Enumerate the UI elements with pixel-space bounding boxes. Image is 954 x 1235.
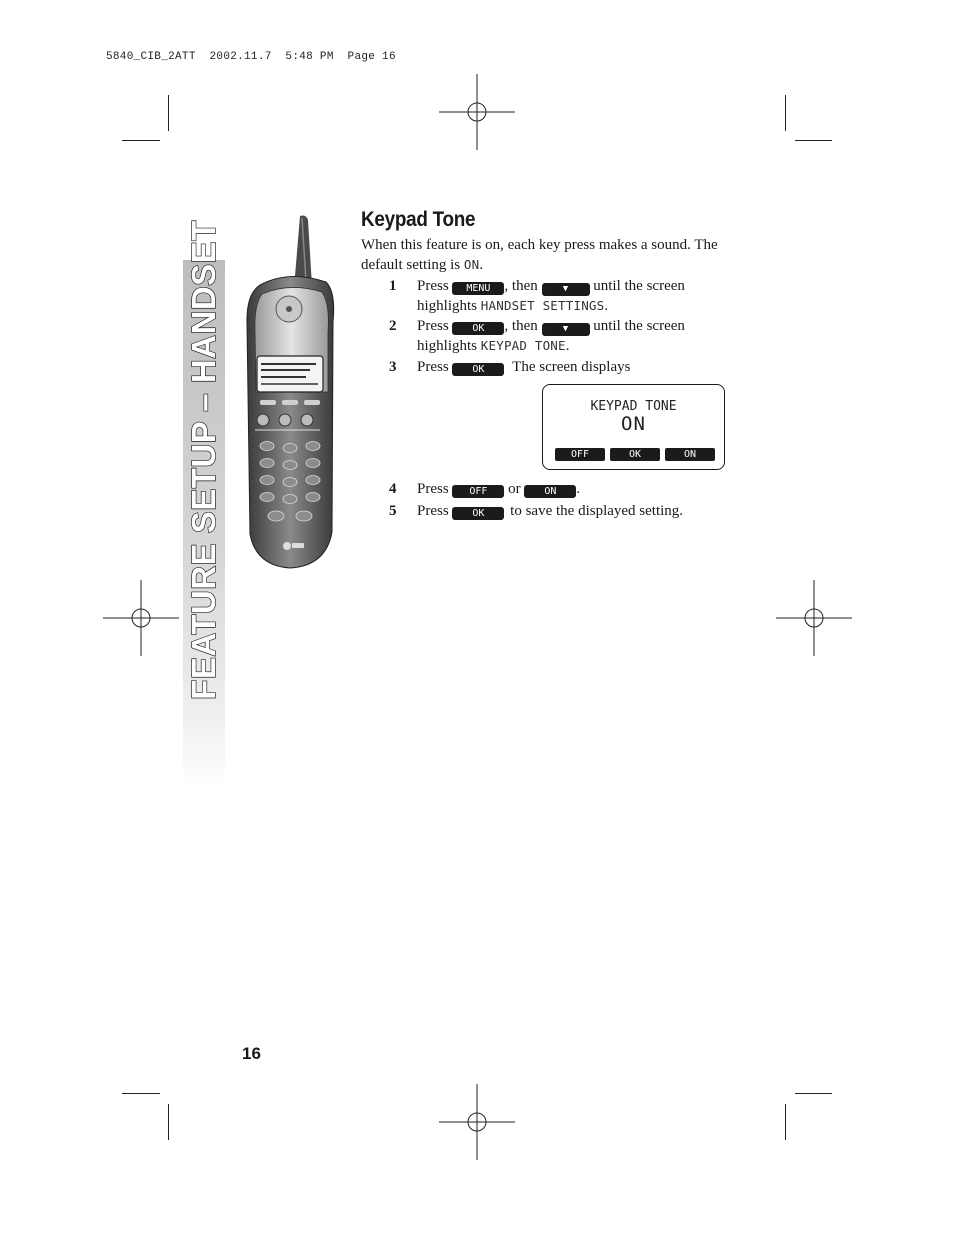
step-number: 1 bbox=[389, 278, 397, 294]
crop-mark bbox=[168, 1104, 169, 1140]
handset-icon bbox=[240, 212, 340, 572]
step-text: highlights bbox=[417, 298, 478, 314]
crop-mark bbox=[795, 140, 832, 141]
registration-mark-icon bbox=[439, 74, 515, 150]
default-setting-value: ON bbox=[463, 257, 480, 272]
on-key: ON bbox=[524, 485, 576, 498]
step-text: , then bbox=[504, 278, 538, 294]
down-arrow-key-icon: ▼ bbox=[542, 323, 590, 336]
step-text: until the screen bbox=[593, 318, 685, 334]
step-text: Press bbox=[417, 481, 449, 497]
screen-line-2: ON bbox=[621, 413, 646, 435]
crop-mark bbox=[785, 95, 786, 131]
step-text: to save the displayed setting. bbox=[510, 503, 684, 519]
step-text: Press bbox=[417, 503, 449, 519]
softkey-on: ON bbox=[665, 448, 715, 461]
off-key: OFF bbox=[452, 485, 504, 498]
step-text: or bbox=[508, 481, 521, 497]
down-arrow-key-icon: ▼ bbox=[542, 283, 590, 296]
intro-paragraph bbox=[361, 236, 741, 275]
step-text: , then bbox=[504, 318, 538, 334]
ok-key: OK bbox=[452, 507, 504, 520]
step-text: Press bbox=[417, 359, 449, 375]
crop-mark bbox=[122, 1093, 160, 1094]
step-number: 5 bbox=[389, 503, 397, 519]
crop-mark bbox=[795, 1093, 832, 1094]
step-number: 4 bbox=[389, 481, 397, 497]
intro-end: . bbox=[479, 257, 484, 273]
crop-mark bbox=[122, 140, 160, 141]
screen-softkeys bbox=[555, 448, 715, 461]
registration-mark-icon bbox=[103, 580, 179, 656]
step-text: . bbox=[576, 481, 581, 497]
side-tab bbox=[183, 220, 225, 700]
step-text: highlights bbox=[417, 338, 478, 354]
softkey-off: OFF bbox=[555, 448, 605, 461]
crop-mark bbox=[168, 95, 169, 131]
intro-text: When this feature is on, each key press makes a sound. The default setting is bbox=[361, 237, 718, 273]
section-title: Keypad Tone bbox=[361, 208, 476, 231]
menu-key: MENU bbox=[452, 282, 504, 295]
lcd-text: KEYPAD TONE bbox=[480, 338, 566, 353]
step-number: 3 bbox=[389, 359, 397, 375]
screen-line-1: KEYPAD TONE bbox=[590, 399, 677, 414]
step-text: The screen displays bbox=[512, 359, 631, 375]
step-text: . bbox=[604, 298, 609, 314]
registration-mark-icon bbox=[439, 1084, 515, 1160]
ok-key: OK bbox=[452, 322, 504, 335]
step-text: . bbox=[565, 338, 570, 354]
print-slug: 5840_CIB_2ATT 2002.11.7 5:48 PM Page 16 bbox=[106, 51, 396, 63]
page-number: 16 bbox=[242, 1044, 261, 1063]
step-text: Press bbox=[417, 278, 449, 294]
step-text: Press bbox=[417, 318, 449, 334]
side-tab-title: FEATURE SETUP – HANDSET bbox=[185, 220, 223, 700]
ok-key: OK bbox=[452, 363, 504, 376]
lcd-text: HANDSET SETTINGS bbox=[480, 298, 605, 313]
handset-screen-display bbox=[542, 384, 725, 470]
step-text: until the screen bbox=[593, 278, 685, 294]
softkey-ok: OK bbox=[610, 448, 660, 461]
registration-mark-icon bbox=[776, 580, 852, 656]
crop-mark bbox=[785, 1104, 786, 1140]
step-number: 2 bbox=[389, 318, 397, 334]
